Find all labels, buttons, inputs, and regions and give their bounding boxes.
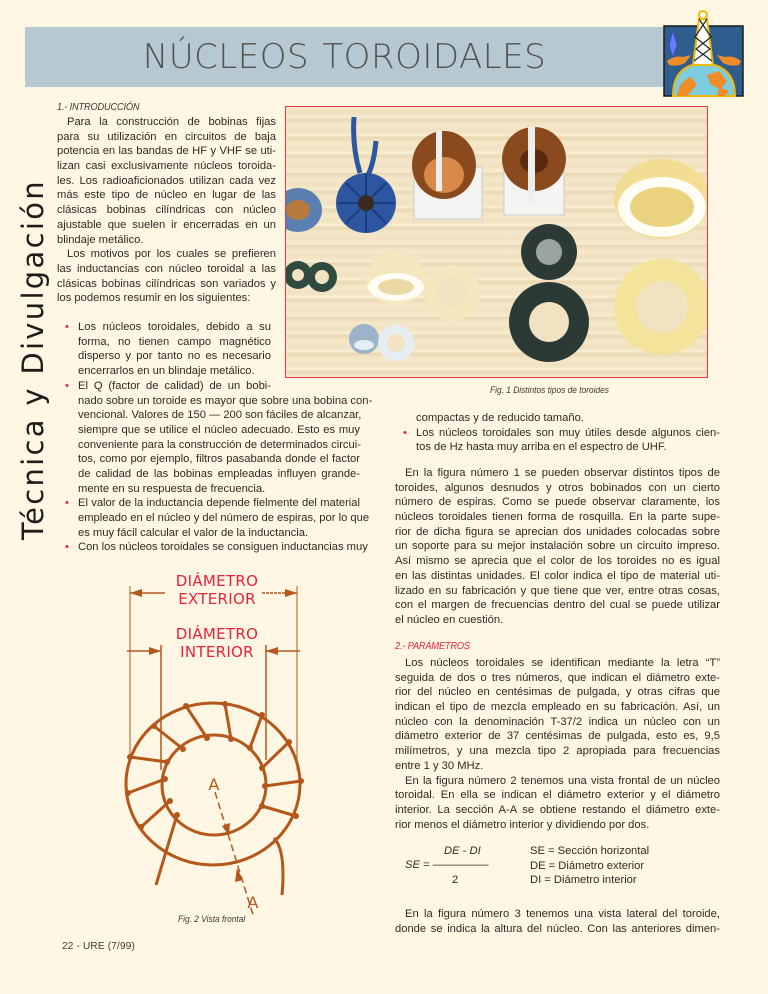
formula-lhs xyxy=(405,858,489,873)
text-line: forma, no tienen campo magnético xyxy=(78,335,271,348)
bullet-dot-icon: • xyxy=(65,497,69,510)
page-footer: 22 - URE (7/99) xyxy=(62,941,136,952)
formula-denominator xyxy=(452,873,458,888)
text-line: los podemos resumir en los siguientes: xyxy=(57,292,251,305)
bullet-item xyxy=(403,426,720,455)
text-line: lizado en su fabricación y que tiene que ver, entre otras cosas, xyxy=(395,584,720,597)
bullet-list xyxy=(65,320,271,393)
section-a-label-top: A xyxy=(208,775,220,794)
label-line: EXTERIOR xyxy=(178,590,256,608)
text-line: disperso y por tanto no es necesario xyxy=(78,350,271,363)
text-line: entre 1 y 30 MHz. xyxy=(395,759,484,772)
text-line: más este tipo de núcleo en lugar de las xyxy=(57,189,276,202)
text-line: de calidad de las bobinas empleadas influyen grande- xyxy=(78,467,360,480)
text-line: diámetro exterior de 37 centésimas de pulgada, esto es, 9,5 xyxy=(395,730,720,743)
header-banner xyxy=(25,27,664,87)
text-line: El Q (factor de calidad) de un bobi- xyxy=(78,379,271,392)
figure-2-caption: Fig. 2 Vista frontal xyxy=(178,914,246,925)
text-line: rior del núcleo en centésimas de pulgada, y otras cifras que xyxy=(395,686,720,699)
text-line: siempre que se utilice el núcleo adecuado. Esto es muy xyxy=(78,423,360,436)
text-line: un soporte para su mejor instalación sobre un circuito impreso. xyxy=(395,540,720,553)
text-line: En la figura número 1 se pueden observar distintos tipos de xyxy=(405,467,720,479)
label-line: DIÁMETRO xyxy=(175,625,259,643)
text-line: núcleo con la denominación T-37/2 indica un núcleo con un xyxy=(395,715,720,728)
text-line: En la figura número 3 tenemos una vista lateral del toroide, xyxy=(405,908,720,920)
figure-1-caption: Fig. 1 Distintos tipos de toroides xyxy=(490,385,609,396)
diameter-exterior-label xyxy=(167,572,267,608)
text-line: toroidal. En ella se indican el diámetro exterior y el diámetro xyxy=(395,789,720,802)
bullet-item xyxy=(65,379,271,394)
bullet-dot-icon: • xyxy=(65,379,69,392)
formula-denominator-text: 2 xyxy=(452,874,459,886)
text-line: seguida de dos o tres números, que indican el diámetro exte- xyxy=(395,671,720,684)
text-line: vencional. Valores de 150 — 200 son fáciles de alcanzar, xyxy=(78,409,362,422)
text-line: Así mismo se aprecia que el color de los toroides no es igual xyxy=(395,555,720,568)
label-line: INTERIOR xyxy=(180,643,254,661)
page-title: NÚCLEOS TOROIDALES xyxy=(142,37,547,77)
text-line: Los núcleos toroidales, debido a su xyxy=(78,321,271,333)
text-line: conveniente para la construcción de determinados circui- xyxy=(78,438,361,451)
bullet-item xyxy=(65,496,370,540)
text-line: es muy fácil calcular el valor de la inductancia. xyxy=(78,526,309,539)
diameter-interior-label xyxy=(167,625,267,661)
text-line: el núcleo en cuestión. xyxy=(395,613,504,626)
bullet-item-continued xyxy=(78,394,373,497)
text-line: Para la construcción de bobinas fijas xyxy=(67,116,276,128)
section-a-label-bottom: A xyxy=(247,893,259,912)
bullet-dot-icon: • xyxy=(403,426,407,439)
text-line: rior menos el diámetro interior y dividiendo por dos. xyxy=(395,818,650,831)
text-line: compactas y de reducido tamaño. xyxy=(416,412,584,424)
bullet-item-continued xyxy=(416,411,720,426)
text-line: En la figura número 2 tenemos una vista frontal de un núcleo xyxy=(405,774,720,787)
text-line: número de espiras. Como se puede observar claramente, los xyxy=(395,496,720,509)
text-line: Los motivos por los cuales se prefieren xyxy=(67,248,276,261)
text-line: nado sobre un toroide es mayor que sobre una bobina con- xyxy=(78,394,373,407)
text-line: Los núcleos toroidales son muy útiles desde algunos cien- xyxy=(416,426,720,439)
text-line: milímetros, y una mezcla tipo 2 apropiada para frecuencias xyxy=(395,745,720,758)
text-line: en las distintas unidades. El color indica el tipo de material uti- xyxy=(395,569,720,582)
text-line: clásicas bobinas cilíndricas son variados y xyxy=(57,277,276,290)
text-line: ajustable que suelen ir encerradas en un xyxy=(57,218,276,231)
text-line: Con los núcleos toroidales se consiguen inductancias muy xyxy=(78,541,368,554)
text-line: indican el tipo de mezcla empleado en su fabricación. Así, un xyxy=(395,701,720,714)
figure-1-photo xyxy=(285,106,708,378)
text-line: con el margen de frecuencias dentro del cual se puede utilizar xyxy=(395,599,720,612)
text-line: mente en su respuesta de frecuencia. xyxy=(78,482,266,495)
text-line: El valor de la inductancia depende fielmente del material xyxy=(78,497,360,510)
formula-legend xyxy=(530,844,649,888)
text-line: encerrarlos en un blindaje metálico. xyxy=(78,365,255,378)
figure-3-paragraph xyxy=(395,907,720,936)
bullet-list-right xyxy=(403,411,720,455)
bullet-item xyxy=(65,540,368,555)
bullet-list-continued xyxy=(65,394,373,556)
formula-lhs-text: SE = ————— xyxy=(405,859,489,871)
text-line: Los núcleos toroidales se identifican mediante la letra “T” xyxy=(405,657,720,669)
figure-1-description-paragraph xyxy=(395,466,720,628)
text-line: empleado en el núcleo y del número de espiras, por lo que xyxy=(78,512,370,524)
text-line: rior de dicha figura se aprecian dos unidades colocadas sobre xyxy=(395,525,720,538)
formula-numerator xyxy=(444,844,481,859)
parametros-paragraph xyxy=(395,656,720,832)
bullet-dot-icon: • xyxy=(65,541,69,554)
text-line: clásicas bobinas cilíndricas con núcleo xyxy=(57,204,276,217)
text-line: les. Los radioaficionados utilizan cada vez xyxy=(57,174,276,187)
text-line: tos, como por ejemplo, filtros pasabanda donde el factor xyxy=(78,453,360,466)
text-line: interior. La sección A-A se obtiene restando el diámetro exte- xyxy=(395,803,720,816)
text-line: las inductancias con núcleo toroidal a las xyxy=(57,262,276,275)
text-line: donde se indica la altura del núcleo. Con las anteriores dimen- xyxy=(395,922,720,935)
legend-line: DE = Diámetro exterior xyxy=(530,859,645,872)
text-line: blindaje metálico. xyxy=(57,233,144,246)
bullet-item xyxy=(65,320,271,379)
text-line: toroides, algunos desnudos y otros bobinados con un cierto xyxy=(395,481,720,494)
legend-line: DI = Diámetro interior xyxy=(530,874,637,887)
label-line: DIÁMETRO xyxy=(175,572,259,590)
section-side-title: Técnica y Divulgación xyxy=(16,179,50,540)
legend-line: SE = Sección horizontal xyxy=(530,845,650,857)
text-line: para su utilización en circuitos de baja xyxy=(57,130,276,143)
bullet-dot-icon: • xyxy=(65,321,69,333)
section-heading-parametros: 2.- PARÁMETROS xyxy=(395,640,470,652)
text-line: lizan casi exclusivamente núcleos toroida- xyxy=(57,160,276,173)
radio-tower-globe-logo-icon xyxy=(663,5,745,97)
text-line: tos de Hz hasta muy arriba en el espectro de UHF. xyxy=(416,441,667,454)
section-heading-introduccion: 1.- INTRODUCCIÓN xyxy=(57,101,140,113)
intro-paragraph xyxy=(57,115,276,306)
text-line: potencia en las bandas de HF y VHF se uti- xyxy=(57,145,276,158)
formula-numerator-text: DE - DI xyxy=(444,845,481,857)
text-line: núcleos toroidales tienen forma de rosquilla. En la parte supe- xyxy=(395,511,720,524)
